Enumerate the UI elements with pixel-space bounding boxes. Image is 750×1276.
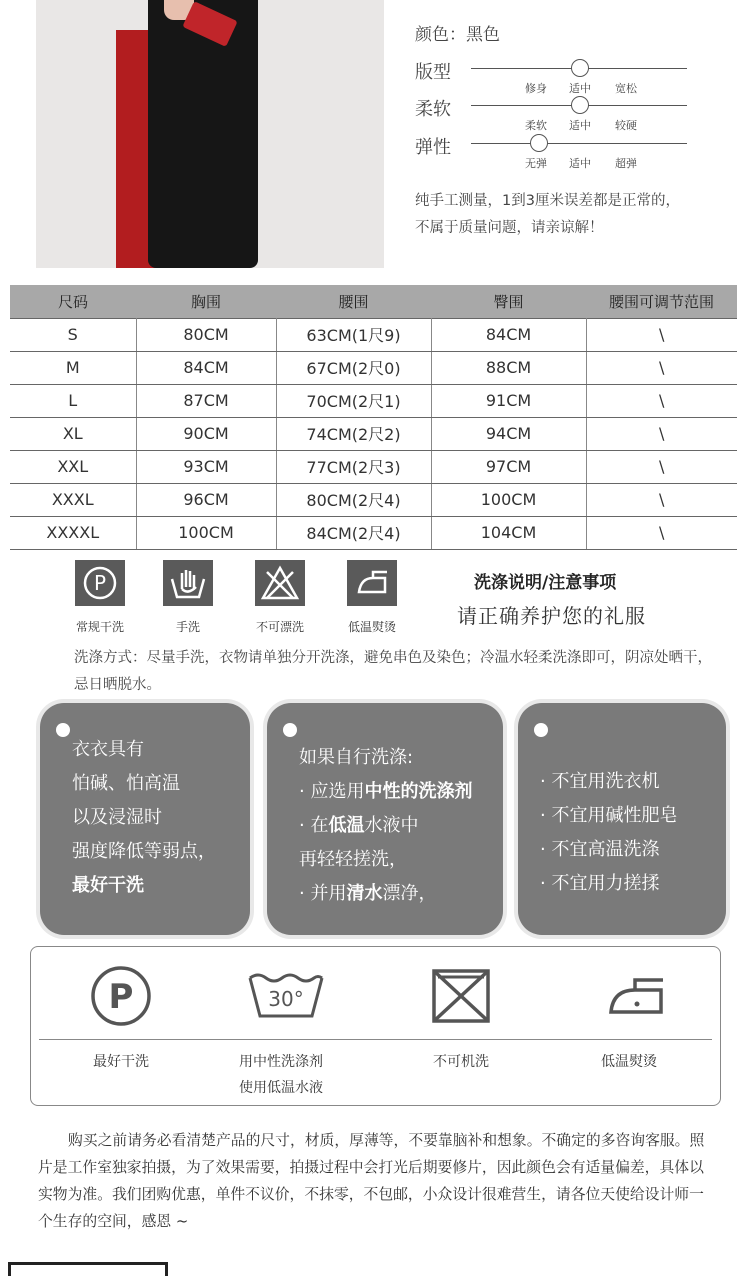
card-text-bold: 中性的洗涤剂 (364, 781, 473, 802)
card-line (299, 809, 472, 843)
table-cell: 96CM (136, 483, 276, 516)
color-label: 颜色：黑色 (415, 25, 500, 45)
wash-temp-label: 30° (268, 987, 304, 1011)
symbol-caption-line: 用中性洗涤剂 (239, 1054, 323, 1070)
table-row (10, 450, 737, 483)
attr-elasticity (415, 133, 735, 173)
svg-text:P: P (93, 571, 107, 595)
table-row (10, 384, 737, 417)
care-label: 不可漂洗 (255, 620, 304, 634)
care-card-2 (267, 703, 503, 935)
bullet-dot (283, 723, 297, 737)
card-line: · 不宜用碱性肥皂 (540, 805, 678, 826)
table-cell: 63CM(1尺9) (276, 318, 431, 351)
card-text (540, 765, 677, 901)
attr-softness (415, 95, 735, 135)
care-item (250, 560, 310, 635)
table-cell: 84CM (136, 351, 276, 384)
divider (39, 1039, 712, 1040)
care-label: 低温熨烫 (347, 620, 396, 634)
table-cell: 84CM(2尺4) (276, 516, 431, 549)
wash-subtitle: 请正确养护您的礼服 (457, 604, 646, 628)
care-label: 手洗 (175, 620, 200, 634)
table-cell: 93CM (136, 450, 276, 483)
care-item (70, 560, 130, 635)
table-cell: XXXXL (10, 516, 136, 549)
table-row (10, 351, 737, 384)
table-header (10, 285, 737, 318)
care-symbols (30, 946, 721, 1106)
attr-marker (571, 96, 589, 114)
table-cell: 88CM (431, 351, 586, 384)
wash-method: 洗涤方式：尽量手洗，衣物请单独分开洗涤，避免串色及染色；冷温水轻柔洗涤即可，阴凉处晒干，忌日晒脱水。 (74, 650, 712, 693)
symbol-caption (201, 1049, 361, 1101)
iron-low-icon (347, 560, 397, 606)
dry-clean-icon (75, 560, 125, 606)
symbol-caption (549, 1049, 709, 1075)
table-cell: 100CM (431, 483, 586, 516)
measure-note-line: 纯手工测量，1到3厘米误差都是正常的， (415, 193, 680, 209)
table-cell: 87CM (136, 384, 276, 417)
card-line: 怕碱、怕高温 (72, 773, 180, 794)
table-cell: \ (586, 516, 737, 549)
table-cell: \ (586, 417, 737, 450)
attr-option: 适中 (569, 82, 591, 95)
attr-option: 较硬 (615, 119, 637, 132)
card-line: 强度降低等弱点， (72, 841, 216, 862)
table-cell: XXL (10, 450, 136, 483)
table-cell: 77CM(2尺3) (276, 450, 431, 483)
product-attributes (415, 0, 735, 268)
no-machine-wash-icon (416, 963, 506, 1029)
table-cell: \ (586, 384, 737, 417)
table-cell: 104CM (431, 516, 586, 549)
table-cell: 80CM(2尺4) (276, 483, 431, 516)
table-cell: 70CM(2尺1) (276, 384, 431, 417)
card-line: · 不宜用力搓揉 (540, 873, 660, 894)
card-text (72, 733, 216, 903)
card-line: · 不宜高温洗涤 (540, 839, 660, 860)
card-text (299, 741, 472, 911)
card-line (299, 775, 472, 809)
measure-note (415, 188, 680, 242)
table-cell: 100CM (136, 516, 276, 549)
attr-option: 无弹 (525, 157, 547, 170)
attr-label: 弹性 (415, 137, 451, 158)
card-text-bold: 清水 (346, 883, 383, 904)
wash-30-icon (241, 963, 331, 1029)
symbol-caption-line: 最好干洗 (93, 1054, 149, 1070)
black-skirt (148, 0, 258, 268)
card-text-part: · 在 (299, 815, 329, 836)
table-cell: S (10, 318, 136, 351)
attr-label: 柔软 (415, 99, 451, 120)
attr-marker (530, 134, 548, 152)
column-header: 尺码 (10, 285, 136, 318)
table-cell: \ (586, 483, 737, 516)
symbol-caption-line: 低温熨烫 (601, 1054, 657, 1070)
table-cell: 94CM (431, 417, 586, 450)
dry-clean-p-icon (76, 963, 166, 1029)
low-temp-iron-icon (591, 963, 681, 1029)
bullet-dot (534, 723, 548, 737)
column-header: 腰围 (276, 285, 431, 318)
table-cell: 91CM (431, 384, 586, 417)
svg-text:P: P (108, 977, 134, 1017)
table-row (10, 516, 737, 549)
column-header: 臀围 (431, 285, 586, 318)
card-line: 最好干洗 (72, 875, 144, 896)
wash-title: 洗涤说明/注意事项 (474, 573, 617, 593)
care-icons (70, 560, 450, 640)
table-cell: 97CM (431, 450, 586, 483)
card-text-bold: 低温 (328, 815, 365, 836)
attr-label: 版型 (415, 62, 451, 83)
attr-option: 适中 (569, 157, 591, 170)
card-text-part: 水液中 (364, 815, 419, 836)
table-cell: 90CM (136, 417, 276, 450)
section-bracket (8, 1262, 168, 1276)
no-bleach-icon (255, 560, 305, 606)
symbol-caption (381, 1049, 541, 1075)
card-text-part: · 并用 (299, 883, 347, 904)
symbol-caption (41, 1049, 201, 1075)
product-photo (36, 0, 384, 268)
size-table (10, 285, 737, 550)
attr-option: 宽松 (615, 82, 637, 95)
care-item (342, 560, 402, 635)
card-line: 以及浸湿时 (72, 807, 162, 828)
care-card-1 (40, 703, 250, 935)
purchase-notice: 购买之前请务必看清楚产品的尺寸，材质，厚薄等，不要靠脑补和想象。不确定的多咨询客服。照片是工作室独家拍摄，为了效果需要，拍摄过程中会打光后期要修片，因此颜色会有适量偏差，具体以实物为准。我们团购优惠，单件不议价，不抹零，不包邮，小众设计很难营生，请各位天使给设计师一个生存的空间，感恩 ~ (38, 1132, 705, 1230)
card-line (299, 877, 472, 911)
attr-option: 柔软 (525, 119, 547, 132)
table-cell: XXXL (10, 483, 136, 516)
column-header: 胸围 (136, 285, 276, 318)
attr-option: 超弹 (615, 157, 637, 170)
attr-marker (571, 59, 589, 77)
symbol-caption-line: 使用低温水液 (239, 1080, 323, 1096)
card-line: · 不宜用洗衣机 (540, 771, 660, 792)
column-header: 腰围可调节范围 (586, 285, 737, 318)
attr-option: 修身 (525, 82, 547, 95)
table-cell: XL (10, 417, 136, 450)
table-cell: M (10, 351, 136, 384)
table-cell: L (10, 384, 136, 417)
care-label: 常规干洗 (75, 620, 124, 634)
card-text-part: · 应选用 (299, 781, 365, 802)
attr-fit (415, 58, 735, 98)
table-cell: 80CM (136, 318, 276, 351)
table-cell: \ (586, 450, 737, 483)
care-card-3 (518, 703, 726, 935)
table-cell: 84CM (431, 318, 586, 351)
table-row (10, 483, 737, 516)
table-row (10, 318, 737, 351)
card-text-part: 漂净， (382, 883, 437, 904)
card-line: 如果自行洗涤: (299, 747, 414, 768)
table-cell: \ (586, 351, 737, 384)
table-row (10, 417, 737, 450)
table-cell: 74CM(2尺2) (276, 417, 431, 450)
care-item (158, 560, 218, 635)
bullet-dot (56, 723, 70, 737)
measure-note-line: 不属于质量问题，请亲谅解！ (415, 220, 604, 236)
card-line: 再轻轻搓洗， (299, 849, 407, 870)
hand-wash-icon (163, 560, 213, 606)
card-line: 衣衣具有 (72, 739, 144, 760)
attr-option: 适中 (569, 119, 591, 132)
table-cell: 67CM(2尺0) (276, 351, 431, 384)
table-cell: \ (586, 318, 737, 351)
symbol-caption-line: 不可机洗 (433, 1054, 489, 1070)
